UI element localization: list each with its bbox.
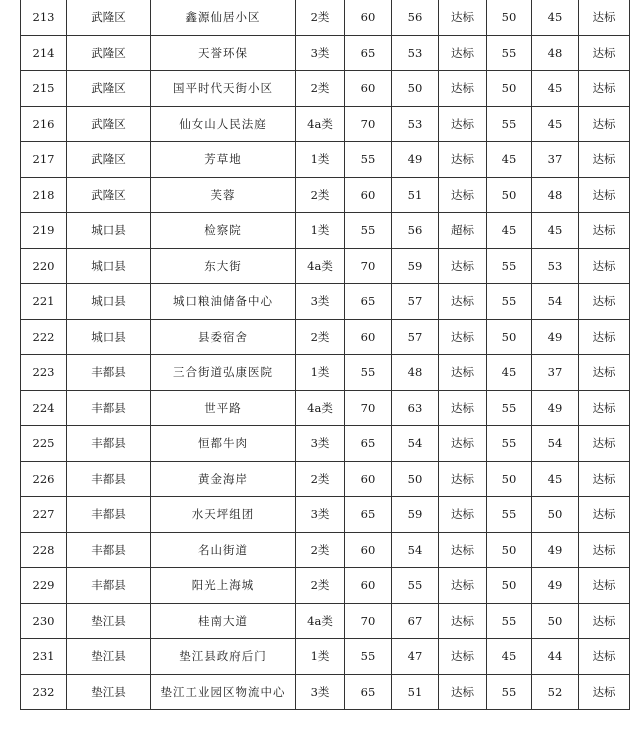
cell-sequence-number: 232 [21, 674, 67, 710]
cell-daytime-limit: 55 [345, 639, 392, 675]
cell-sequence-number: 216 [21, 106, 67, 142]
cell-functional-zone-class: 3类 [296, 35, 345, 71]
cell-daytime-limit: 65 [345, 284, 392, 320]
cell-nighttime-limit: 45 [487, 213, 532, 249]
cell-district: 城口县 [67, 319, 151, 355]
cell-daytime-result: 达标 [439, 319, 487, 355]
table-body [21, 0, 630, 710]
cell-sequence-number: 224 [21, 390, 67, 426]
cell-sequence-number: 226 [21, 461, 67, 497]
cell-daytime-result: 达标 [439, 142, 487, 178]
table-row [21, 603, 630, 639]
cell-nighttime-value: 37 [532, 355, 579, 391]
table-row [21, 284, 630, 320]
cell-nighttime-result: 达标 [579, 461, 630, 497]
cell-monitoring-site: 阳光上海城 [151, 568, 296, 604]
cell-daytime-value: 50 [392, 461, 439, 497]
noise-monitoring-table [20, 0, 630, 710]
cell-nighttime-value: 44 [532, 639, 579, 675]
cell-nighttime-result: 达标 [579, 284, 630, 320]
cell-functional-zone-class: 4a类 [296, 106, 345, 142]
cell-daytime-limit: 60 [345, 319, 392, 355]
cell-nighttime-result: 达标 [579, 35, 630, 71]
cell-daytime-result: 超标 [439, 213, 487, 249]
cell-daytime-result: 达标 [439, 355, 487, 391]
cell-nighttime-value: 45 [532, 106, 579, 142]
cell-nighttime-limit: 50 [487, 177, 532, 213]
cell-daytime-result: 达标 [439, 106, 487, 142]
cell-nighttime-limit: 45 [487, 639, 532, 675]
cell-district: 垫江县 [67, 674, 151, 710]
cell-daytime-result: 达标 [439, 603, 487, 639]
cell-monitoring-site: 名山街道 [151, 532, 296, 568]
table-row [21, 106, 630, 142]
cell-district: 武隆区 [67, 142, 151, 178]
cell-monitoring-site: 恒都牛肉 [151, 426, 296, 462]
cell-nighttime-limit: 50 [487, 0, 532, 35]
cell-monitoring-site: 仙女山人民法庭 [151, 106, 296, 142]
cell-nighttime-result: 达标 [579, 0, 630, 35]
cell-district: 丰都县 [67, 390, 151, 426]
cell-daytime-result: 达标 [439, 532, 487, 568]
cell-nighttime-result: 达标 [579, 177, 630, 213]
cell-district: 城口县 [67, 213, 151, 249]
cell-nighttime-result: 达标 [579, 497, 630, 533]
cell-functional-zone-class: 1类 [296, 639, 345, 675]
cell-daytime-limit: 60 [345, 568, 392, 604]
cell-nighttime-value: 52 [532, 674, 579, 710]
cell-nighttime-result: 达标 [579, 639, 630, 675]
cell-daytime-value: 56 [392, 213, 439, 249]
cell-daytime-value: 56 [392, 0, 439, 35]
cell-functional-zone-class: 2类 [296, 71, 345, 107]
cell-functional-zone-class: 3类 [296, 284, 345, 320]
cell-nighttime-result: 达标 [579, 390, 630, 426]
cell-daytime-result: 达标 [439, 71, 487, 107]
cell-sequence-number: 231 [21, 639, 67, 675]
cell-district: 丰都县 [67, 568, 151, 604]
cell-daytime-value: 63 [392, 390, 439, 426]
cell-district: 垫江县 [67, 639, 151, 675]
table-row [21, 35, 630, 71]
cell-nighttime-value: 49 [532, 568, 579, 604]
cell-nighttime-limit: 45 [487, 142, 532, 178]
cell-nighttime-value: 50 [532, 603, 579, 639]
cell-nighttime-value: 45 [532, 0, 579, 35]
cell-daytime-value: 49 [392, 142, 439, 178]
cell-daytime-limit: 65 [345, 426, 392, 462]
cell-monitoring-site: 城口粮油储备中心 [151, 284, 296, 320]
cell-monitoring-site: 垫江县政府后门 [151, 639, 296, 675]
cell-monitoring-site: 鑫源仙居小区 [151, 0, 296, 35]
cell-nighttime-value: 45 [532, 71, 579, 107]
cell-sequence-number: 220 [21, 248, 67, 284]
table-row [21, 355, 630, 391]
cell-daytime-value: 50 [392, 71, 439, 107]
cell-sequence-number: 223 [21, 355, 67, 391]
cell-monitoring-site: 天誉环保 [151, 35, 296, 71]
cell-functional-zone-class: 1类 [296, 355, 345, 391]
cell-daytime-result: 达标 [439, 284, 487, 320]
table-row [21, 319, 630, 355]
cell-daytime-value: 57 [392, 284, 439, 320]
cell-daytime-limit: 60 [345, 461, 392, 497]
cell-functional-zone-class: 1类 [296, 213, 345, 249]
cell-daytime-result: 达标 [439, 568, 487, 604]
cell-monitoring-site: 东大街 [151, 248, 296, 284]
cell-district: 城口县 [67, 248, 151, 284]
table-row [21, 674, 630, 710]
cell-nighttime-limit: 45 [487, 355, 532, 391]
cell-nighttime-result: 达标 [579, 106, 630, 142]
cell-sequence-number: 214 [21, 35, 67, 71]
cell-nighttime-result: 达标 [579, 532, 630, 568]
cell-nighttime-limit: 55 [487, 35, 532, 71]
cell-nighttime-value: 48 [532, 177, 579, 213]
cell-monitoring-site: 黄金海岸 [151, 461, 296, 497]
cell-nighttime-value: 49 [532, 532, 579, 568]
table-row [21, 497, 630, 533]
cell-daytime-limit: 60 [345, 177, 392, 213]
cell-daytime-result: 达标 [439, 639, 487, 675]
cell-district: 丰都县 [67, 355, 151, 391]
cell-nighttime-limit: 50 [487, 319, 532, 355]
cell-monitoring-site: 检察院 [151, 213, 296, 249]
cell-nighttime-limit: 50 [487, 532, 532, 568]
cell-monitoring-site: 芳草地 [151, 142, 296, 178]
cell-nighttime-limit: 55 [487, 284, 532, 320]
cell-sequence-number: 215 [21, 71, 67, 107]
cell-functional-zone-class: 3类 [296, 674, 345, 710]
cell-functional-zone-class: 2类 [296, 177, 345, 213]
cell-nighttime-result: 达标 [579, 603, 630, 639]
table-row [21, 532, 630, 568]
cell-daytime-value: 53 [392, 35, 439, 71]
cell-daytime-value: 51 [392, 674, 439, 710]
cell-sequence-number: 218 [21, 177, 67, 213]
cell-daytime-limit: 70 [345, 248, 392, 284]
cell-monitoring-site: 芙蓉 [151, 177, 296, 213]
cell-district: 丰都县 [67, 532, 151, 568]
cell-sequence-number: 221 [21, 284, 67, 320]
cell-sequence-number: 229 [21, 568, 67, 604]
cell-daytime-limit: 55 [345, 213, 392, 249]
cell-daytime-limit: 60 [345, 532, 392, 568]
cell-nighttime-limit: 55 [487, 674, 532, 710]
cell-daytime-limit: 65 [345, 674, 392, 710]
cell-district: 丰都县 [67, 497, 151, 533]
cell-nighttime-limit: 55 [487, 603, 532, 639]
cell-functional-zone-class: 4a类 [296, 603, 345, 639]
cell-nighttime-result: 达标 [579, 319, 630, 355]
cell-nighttime-value: 48 [532, 35, 579, 71]
cell-nighttime-value: 37 [532, 142, 579, 178]
cell-daytime-value: 51 [392, 177, 439, 213]
cell-district: 城口县 [67, 284, 151, 320]
cell-monitoring-site: 三合街道弘康医院 [151, 355, 296, 391]
cell-daytime-limit: 70 [345, 603, 392, 639]
table-row [21, 461, 630, 497]
cell-nighttime-value: 49 [532, 319, 579, 355]
cell-sequence-number: 219 [21, 213, 67, 249]
cell-nighttime-limit: 50 [487, 568, 532, 604]
cell-district: 武隆区 [67, 106, 151, 142]
cell-nighttime-limit: 55 [487, 106, 532, 142]
cell-daytime-result: 达标 [439, 426, 487, 462]
cell-nighttime-limit: 55 [487, 390, 532, 426]
cell-functional-zone-class: 4a类 [296, 390, 345, 426]
cell-daytime-value: 47 [392, 639, 439, 675]
cell-daytime-limit: 70 [345, 390, 392, 426]
cell-daytime-value: 48 [392, 355, 439, 391]
cell-daytime-limit: 65 [345, 35, 392, 71]
cell-nighttime-result: 达标 [579, 355, 630, 391]
table-row [21, 142, 630, 178]
cell-daytime-result: 达标 [439, 497, 487, 533]
cell-district: 武隆区 [67, 71, 151, 107]
cell-sequence-number: 213 [21, 0, 67, 35]
table-row [21, 390, 630, 426]
cell-monitoring-site: 县委宿舍 [151, 319, 296, 355]
cell-nighttime-limit: 50 [487, 461, 532, 497]
cell-daytime-limit: 55 [345, 142, 392, 178]
cell-sequence-number: 227 [21, 497, 67, 533]
cell-daytime-result: 达标 [439, 248, 487, 284]
cell-functional-zone-class: 3类 [296, 497, 345, 533]
cell-nighttime-value: 54 [532, 284, 579, 320]
cell-nighttime-result: 达标 [579, 71, 630, 107]
cell-monitoring-site: 水天坪组团 [151, 497, 296, 533]
cell-nighttime-result: 达标 [579, 568, 630, 604]
cell-nighttime-value: 49 [532, 390, 579, 426]
cell-daytime-value: 54 [392, 426, 439, 462]
cell-functional-zone-class: 2类 [296, 568, 345, 604]
table-row [21, 177, 630, 213]
cell-district: 丰都县 [67, 426, 151, 462]
cell-monitoring-site: 垫江工业园区物流中心 [151, 674, 296, 710]
cell-daytime-result: 达标 [439, 177, 487, 213]
cell-nighttime-result: 达标 [579, 248, 630, 284]
cell-functional-zone-class: 2类 [296, 532, 345, 568]
cell-daytime-result: 达标 [439, 674, 487, 710]
cell-daytime-limit: 70 [345, 106, 392, 142]
cell-nighttime-value: 53 [532, 248, 579, 284]
cell-sequence-number: 230 [21, 603, 67, 639]
table-row [21, 0, 630, 35]
cell-nighttime-value: 50 [532, 497, 579, 533]
cell-sequence-number: 222 [21, 319, 67, 355]
cell-daytime-value: 54 [392, 532, 439, 568]
cell-functional-zone-class: 3类 [296, 426, 345, 462]
cell-daytime-limit: 60 [345, 71, 392, 107]
cell-functional-zone-class: 2类 [296, 461, 345, 497]
cell-daytime-value: 59 [392, 497, 439, 533]
cell-sequence-number: 228 [21, 532, 67, 568]
cell-nighttime-result: 达标 [579, 213, 630, 249]
cell-daytime-result: 达标 [439, 461, 487, 497]
table-row [21, 248, 630, 284]
cell-monitoring-site: 桂南大道 [151, 603, 296, 639]
cell-daytime-limit: 65 [345, 497, 392, 533]
cell-functional-zone-class: 2类 [296, 319, 345, 355]
cell-nighttime-value: 54 [532, 426, 579, 462]
cell-daytime-limit: 60 [345, 0, 392, 35]
cell-nighttime-limit: 55 [487, 426, 532, 462]
cell-daytime-result: 达标 [439, 390, 487, 426]
cell-functional-zone-class: 1类 [296, 142, 345, 178]
cell-daytime-result: 达标 [439, 35, 487, 71]
cell-monitoring-site: 世平路 [151, 390, 296, 426]
cell-district: 垫江县 [67, 603, 151, 639]
cell-nighttime-result: 达标 [579, 142, 630, 178]
cell-daytime-value: 55 [392, 568, 439, 604]
cell-daytime-value: 53 [392, 106, 439, 142]
cell-daytime-value: 57 [392, 319, 439, 355]
cell-daytime-limit: 55 [345, 355, 392, 391]
table-row [21, 426, 630, 462]
cell-nighttime-result: 达标 [579, 674, 630, 710]
table-row [21, 639, 630, 675]
cell-sequence-number: 217 [21, 142, 67, 178]
cell-sequence-number: 225 [21, 426, 67, 462]
cell-functional-zone-class: 2类 [296, 0, 345, 35]
cell-nighttime-limit: 50 [487, 71, 532, 107]
cell-nighttime-value: 45 [532, 461, 579, 497]
cell-district: 武隆区 [67, 0, 151, 35]
table-row [21, 213, 630, 249]
cell-nighttime-value: 45 [532, 213, 579, 249]
cell-daytime-value: 59 [392, 248, 439, 284]
cell-district: 武隆区 [67, 35, 151, 71]
cell-daytime-result: 达标 [439, 0, 487, 35]
cell-nighttime-limit: 55 [487, 497, 532, 533]
cell-functional-zone-class: 4a类 [296, 248, 345, 284]
cell-district: 丰都县 [67, 461, 151, 497]
table-row [21, 71, 630, 107]
cell-monitoring-site: 国平时代天街小区 [151, 71, 296, 107]
cell-nighttime-result: 达标 [579, 426, 630, 462]
cell-nighttime-limit: 55 [487, 248, 532, 284]
cell-daytime-value: 67 [392, 603, 439, 639]
table-row [21, 568, 630, 604]
cell-district: 武隆区 [67, 177, 151, 213]
